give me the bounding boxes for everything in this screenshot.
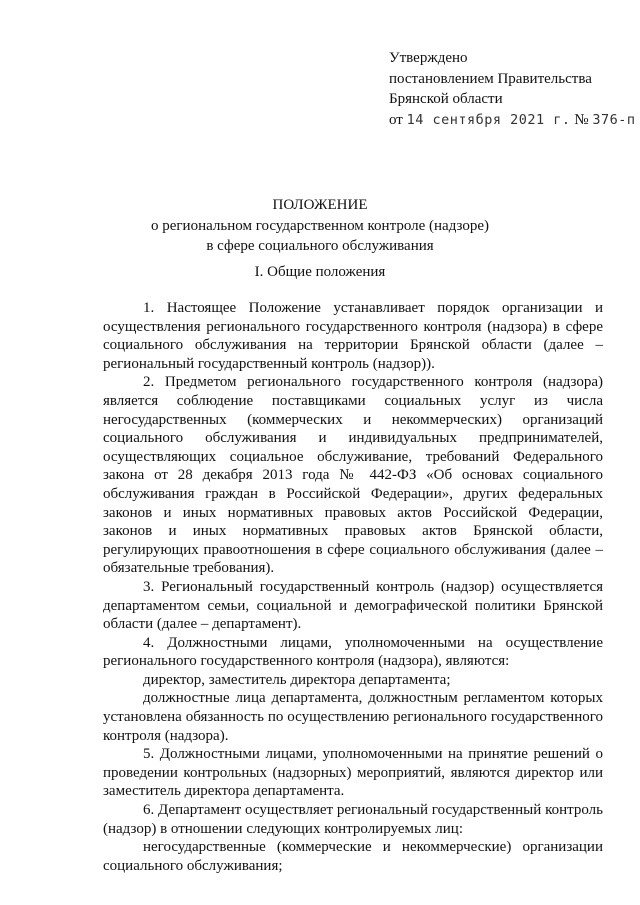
approval-stamp [389, 48, 639, 130]
paragraph-4: 4. Должностными лицами, уполномоченными на осуществление регионального государственного контроля (надзора), являются: [103, 634, 603, 670]
document-title [40, 195, 600, 257]
approval-date: 14 сентября 2021 г. [406, 111, 571, 128]
approval-date-line [389, 110, 639, 131]
paragraph-2: 2. Предметом регионального государственного контроля (надзора) является соблюдение поставщиками социальных услуг из числа негосударственных (коммерческих и некоммерческих) организаций социального обслуживания и индивидуальных предпринимателей, осуществляющих социальное обслуживание, требований Федерального закона от 28 декабря 2013 года № 442-ФЗ «Об основах социального обслуживания граждан в Российской Федерации», других федеральных законов и иных нормативных правовых актов Российской Федерации, законов и иных нормативных правовых актов Брянской области, регулирующих правоотношения в сфере социального обслуживания (далее – обязательные требования). [103, 374, 603, 577]
date-prefix: от [389, 111, 403, 128]
paragraph-3: 3. Региональный государственный контроль (надзор) осуществляется департаментом семьи, социальной и демографической политики Брянской области (далее – департамент). [103, 578, 603, 633]
paragraph-5: 5. Должностными лицами, уполномоченными на принятие решений о проведении контрольных (надзорных) мероприятий, являются директор или заместитель директора департамента. [103, 746, 603, 800]
paragraph-1: 1. Настоящее Положение устанавливает порядок организации и осуществления регионального государственного контроля (надзора) в сфере социального обслуживания на территории Брянской области (далее – региональный государственный контроль (надзор)). [103, 300, 603, 372]
paragraph-4-item-2: должностные лица департамента, должностным регламентом которых установлена обязанность по осуществлению регионального государственного контроля (надзора). [103, 690, 603, 744]
title-heading: ПОЛОЖЕНИЕ [272, 197, 368, 213]
paragraph-6: 6. Департамент осуществляет региональный государственный контроль (надзор) в отношении следующих контролируемых лиц: [103, 802, 603, 837]
document-body [103, 299, 603, 875]
approval-line-approved: Утверждено [389, 50, 468, 66]
title-scope: в сфере социального обслуживания [206, 238, 434, 254]
number-prefix: № [574, 111, 589, 128]
title-subject: о региональном государственном контроле (надзоре) [150, 217, 490, 234]
approval-number: 376-п [592, 111, 636, 128]
paragraph-6-item-1: негосударственные (коммерческие и некоммерческие) организации социального обслуживания; [103, 839, 603, 874]
paragraph-4-item-1: директор, заместитель директора департамента; [143, 671, 451, 688]
approval-line-resolution: постановлением Правительства [389, 70, 592, 87]
section-title: I. Общие положения [254, 264, 386, 280]
approval-line-region: Брянской области [389, 91, 503, 107]
